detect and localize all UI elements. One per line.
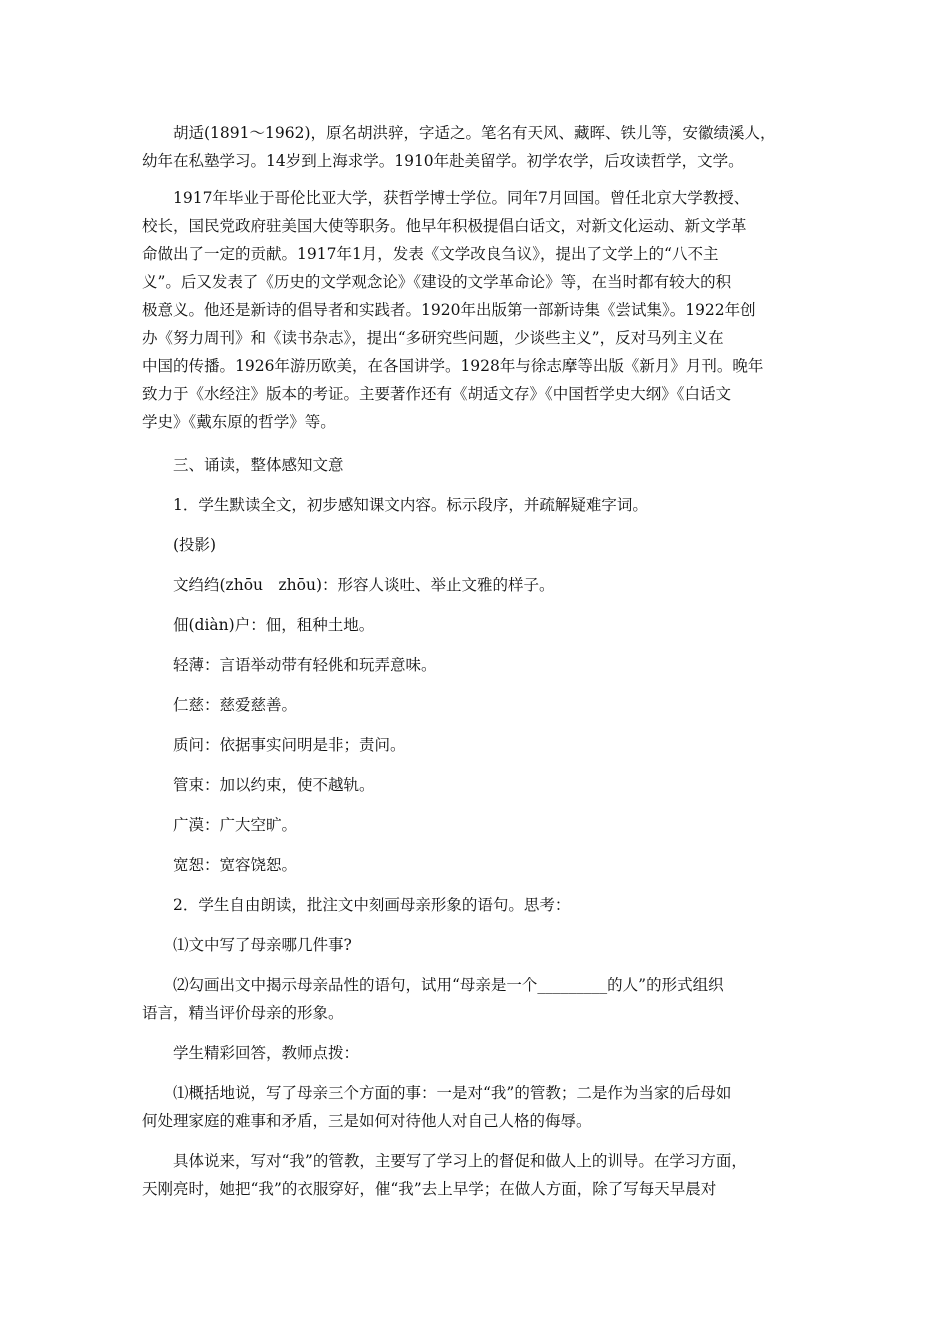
- text-line: 1．学生默读全文，初步感知课文内容。标示段序，并疏解疑难字词。: [173, 496, 648, 514]
- text-line: 校长，国民党政府驻美国大使等职务。他早年积极提倡白话文，对新文化运动、新文学革: [142, 217, 747, 235]
- text-line: 学生精彩回答，教师点拨：: [173, 1044, 360, 1062]
- text-line: 管束：加以约束，使不越轨。: [173, 776, 375, 794]
- text-line: 义”。后又发表了《历史的文学观念论》《建设的文学革命论》等，在当时都有较大的积: [142, 273, 732, 291]
- answer-detail: [142, 1147, 812, 1203]
- text-line: 命做出了一定的贡献。1917年1月，发表《文学改良刍议》，提出了文学上的“八不主: [142, 245, 719, 263]
- task-one: [142, 491, 812, 519]
- text-line: 天刚亮时，她把“我”的衣服穿好，催“我”去上早学；在做人方面，除了写每天早晨对: [142, 1180, 717, 1198]
- text-line: ⑵勾画出文中揭示母亲品性的语句，试用“母亲是一个_________的人”的形式组织: [173, 976, 724, 994]
- text-line: 极意义。他还是新诗的倡导者和实践者。1920年出版第一部新诗集《尝试集》。1922年创: [142, 301, 756, 319]
- vocab-item: [142, 691, 812, 719]
- text-line: 具体说来，写对“我”的管教，主要写了学习上的督促和做人上的训导。在学习方面，: [173, 1152, 747, 1170]
- vocab-item: [142, 571, 812, 599]
- text-line: 宽恕：宽容饶恕。: [173, 856, 298, 874]
- text-line: 致力于《水经注》版本的考证。主要著作还有《胡适文存》《中国哲学史大纲》《白话文: [142, 385, 732, 403]
- text-line: 中国的传播。1926年游历欧美，在各国讲学。1928年与徐志摩等出版《新月》月刊。晚年: [142, 357, 764, 375]
- answer-intro: [142, 1039, 812, 1067]
- section-heading: [142, 451, 812, 479]
- question-item: [142, 971, 812, 1027]
- paragraph-bio-intro: [142, 119, 812, 175]
- text-line: 学史》《戴东原的哲学》等。: [142, 413, 336, 431]
- text-line: 何处理家庭的难事和矛盾，三是如何对待他人对自己人格的侮辱。: [142, 1112, 592, 1130]
- vocab-item: [142, 811, 812, 839]
- vocab-item: [142, 651, 812, 679]
- text-line: 幼年在私塾学习。14岁到上海求学。1910年赴美留学。初学农学，后攻读哲学，文学。: [142, 152, 744, 170]
- text-line: ⑴文中写了母亲哪几件事?: [173, 936, 352, 954]
- text-line: 胡适(1891～1962)，原名胡洪骍，字适之。笔名有天风、藏晖、铁儿等，安徽绩溪人，: [173, 124, 776, 142]
- text-line: 2．学生自由朗读，批注文中刻画母亲形象的语句。思考：: [173, 896, 571, 914]
- projection-label: [142, 531, 812, 559]
- question-item: [142, 931, 812, 959]
- text-line: 仁慈：慈爱慈善。: [173, 696, 298, 714]
- text-line: 质问：依据事实问明是非；责问。: [173, 736, 406, 754]
- text-line: 轻薄：言语举动带有轻佻和玩弄意味。: [173, 656, 437, 674]
- vocab-item: [142, 611, 812, 639]
- text-line: ⑴概括地说，写了母亲三个方面的事：一是对“我”的管教；二是作为当家的后母如: [173, 1084, 732, 1102]
- text-line: 语言，精当评价母亲的形象。: [142, 1004, 344, 1022]
- text-line: 办《努力周刊》和《读书杂志》，提出“多研究些问题，少谈些主义”，反对马列主义在: [142, 329, 724, 347]
- vocab-item: [142, 851, 812, 879]
- text-line: 文绉绉(zhōu zhōu)：形容人谈吐、举止文雅的样子。: [173, 576, 555, 594]
- answer-item: [142, 1079, 812, 1135]
- vocab-item: [142, 731, 812, 759]
- vocab-item: [142, 771, 812, 799]
- text-line: 广漠：广大空旷。: [173, 816, 298, 834]
- text-line: (投影): [173, 536, 217, 554]
- paragraph-bio-career: [142, 184, 812, 436]
- text-line: 三、诵读，整体感知文意: [173, 456, 344, 474]
- text-line: 1917年毕业于哥伦比亚大学，获哲学博士学位。同年7月回国。曾任北京大学教授、: [173, 189, 750, 207]
- task-two: [142, 891, 812, 919]
- text-line: 佃(diàn)户：佃，租种土地。: [173, 616, 375, 634]
